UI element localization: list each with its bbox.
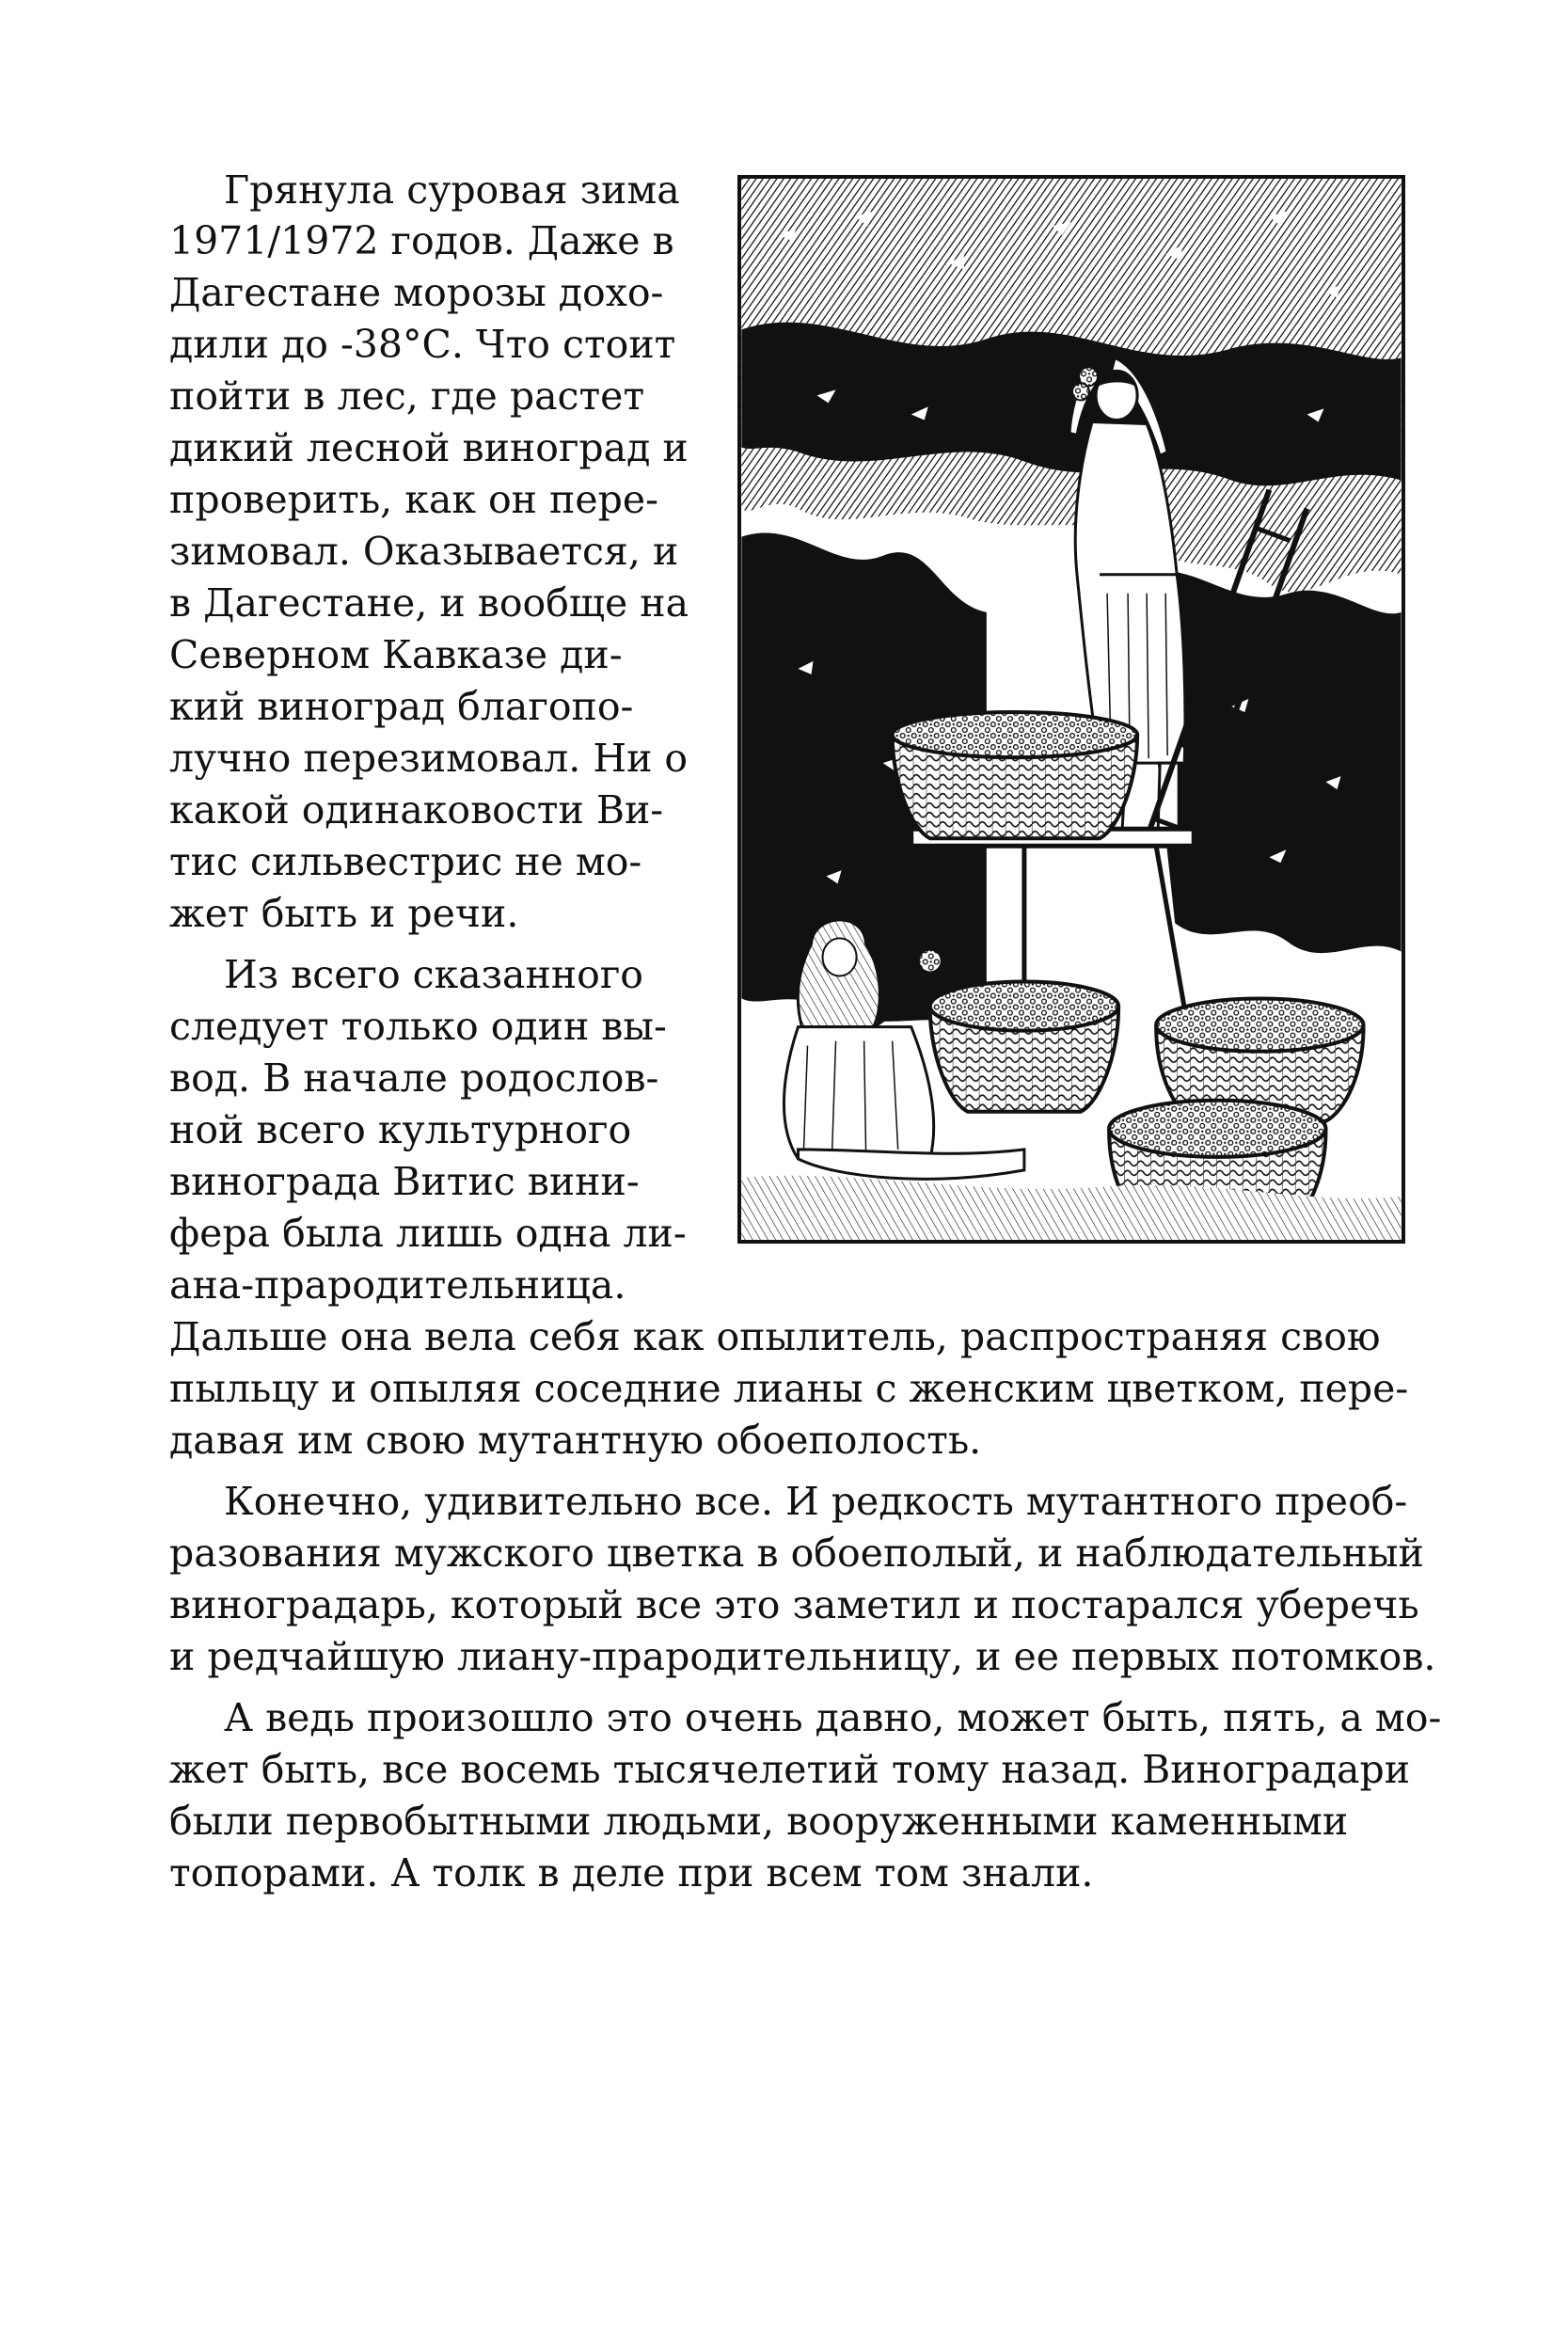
text-line: топорами. А толк в деле при всем том знали.: [169, 1850, 1094, 1896]
text-line: давая им свою мутантную обоеполость.: [169, 1418, 982, 1463]
text-line: 1971/1972 годов. Даже в: [169, 218, 674, 263]
text-line: А ведь произошло это очень давно, может быть, пять, а мо-: [224, 1695, 1442, 1740]
text-line: Дагестане морозы дохо-: [169, 270, 664, 315]
text-line: Дальше она вела себя как опылитель, распространяя свою: [169, 1314, 1381, 1359]
text-line: и редчайшую лиану-прародительницу, и ее первых потомков.: [169, 1634, 1436, 1679]
text-line: Конечно, удивительно все. И редкость мутантного преоб-: [224, 1479, 1408, 1524]
text-line: тис сильвестрис не мо-: [169, 839, 642, 884]
text-line: Из всего сказанного: [224, 952, 643, 997]
text-line: Северном Кавказе ди-: [169, 632, 623, 677]
text-line: кий виноград благопо-: [169, 684, 634, 729]
text-line: зимовал. Оказывается, и: [169, 529, 679, 574]
basket-middle: [930, 982, 1118, 1112]
text-line: ной всего культурного: [169, 1107, 632, 1152]
text-line: пыльцу и опыляя соседние лианы с женским цветком, пере-: [169, 1366, 1409, 1411]
basket-top: [893, 712, 1137, 838]
text-line: ана-прародительница.: [169, 1262, 626, 1308]
text-line: проверить, как он пере-: [169, 477, 658, 522]
text-line: какой одинаковости Ви-: [169, 787, 664, 833]
text-line: жет быть и речи.: [169, 891, 519, 936]
text-line: фера была лишь одна ли-: [169, 1211, 687, 1256]
grape-harvest-illustration: [737, 175, 1405, 1244]
text-line: дикий лесной виноград и: [169, 425, 689, 470]
text-line: лучно перезимовал. Ни о: [169, 736, 689, 781]
text-line: были первобытными людьми, вооруженными каменными: [169, 1799, 1349, 1844]
text-line: виноградарь, который все это заметил и постарался уберечь: [169, 1582, 1419, 1627]
text-line: Грянула суровая зима: [224, 167, 680, 213]
text-line: винограда Витис вини-: [169, 1159, 640, 1204]
text-line: дили до -38°С. Что стоит: [169, 322, 676, 367]
text-line: следует только один вы-: [169, 1004, 667, 1049]
text-line: в Дагестане, и вообще на: [169, 580, 689, 626]
text-line: разования мужского цветка в обоеполый, и наблюдательный: [169, 1531, 1424, 1576]
grape-harvest-engraving-icon: [741, 179, 1402, 1240]
text-line: жет быть, все восемь тысячелетий тому назад. Виноградари: [169, 1747, 1411, 1792]
text-line: вод. В начале родослов-: [169, 1055, 659, 1101]
text-line: пойти в лес, где растет: [169, 373, 645, 419]
